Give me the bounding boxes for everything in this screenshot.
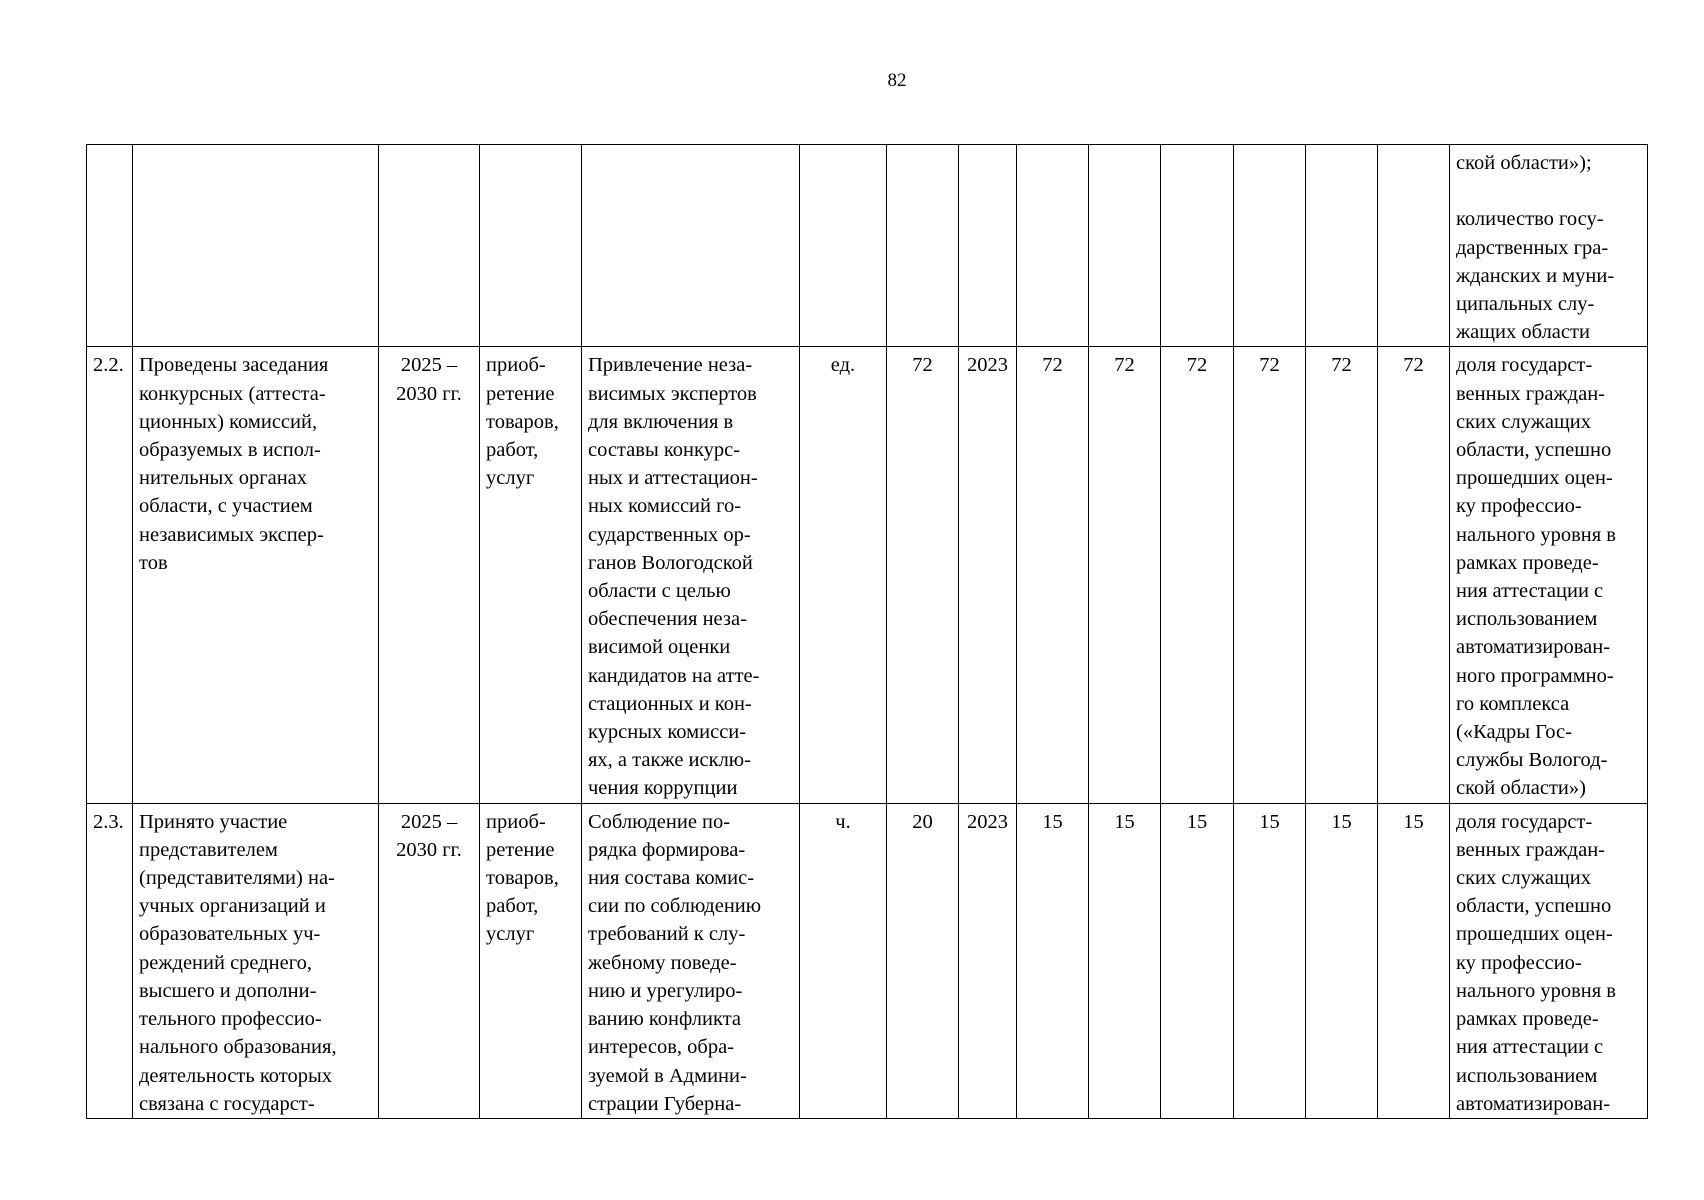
cell-line: использованием <box>1456 608 1598 631</box>
value-cell <box>1161 145 1234 347</box>
value-cell: 72 <box>1161 347 1234 803</box>
cell-line: ских служащих <box>1456 867 1591 890</box>
description-cell <box>582 347 800 803</box>
cell-line: рамках проведе- <box>1456 1008 1599 1031</box>
cell-line: («Кадры Гос- <box>1456 721 1572 744</box>
cell-line: реждений среднего, <box>139 951 313 974</box>
value-cell: 15 <box>1089 803 1161 1118</box>
cell-line: зуемой в Админи- <box>588 1064 747 1087</box>
cell-line: ской области») <box>1456 777 1586 800</box>
value-cell: 72 <box>1306 347 1378 803</box>
cell-line: нального уровня в <box>1456 979 1616 1002</box>
cell-line: представителем <box>139 838 278 861</box>
program-table <box>86 144 1648 1119</box>
value-cell: 72 <box>1378 347 1450 803</box>
cell-line: Соблюдение по- <box>588 810 731 833</box>
cell-line: высшего и дополни- <box>139 979 317 1002</box>
type-cell <box>480 803 582 1118</box>
description-cell <box>582 145 800 347</box>
period-cell <box>379 347 480 803</box>
value-cell: 15 <box>1234 803 1306 1118</box>
cell-line: ку профессио- <box>1456 495 1582 518</box>
cell-line: требований к слу- <box>588 923 746 946</box>
cell-line: области, успешно <box>1456 895 1612 918</box>
cell-line: работ, <box>486 439 539 462</box>
cell-line: сии по соблюдению <box>588 895 762 918</box>
cell-line: ретение <box>486 838 555 861</box>
task-cell <box>133 347 379 803</box>
cell-line: ях, а также исклю- <box>588 749 751 772</box>
cell-line: Привлечение неза- <box>588 354 753 377</box>
table-row <box>87 803 1648 1118</box>
type-cell <box>480 347 582 803</box>
cell-line: услуг <box>486 923 535 946</box>
value-cell: 72 <box>1089 347 1161 803</box>
cell-line: ской области»); <box>1456 152 1592 174</box>
cell-line: для включения в <box>588 410 734 433</box>
cell-line: приоб- <box>486 354 546 377</box>
cell-line: использованием <box>1456 1064 1598 1087</box>
cell-line: образовательных уч- <box>139 923 321 946</box>
cell-line: прошедших оцен- <box>1456 923 1613 946</box>
cell-line: товаров, <box>486 410 559 433</box>
cell-line: курсных комисси- <box>588 721 747 744</box>
cell-line: висимых экспертов <box>588 382 757 405</box>
cell-line: ния аттестации с <box>1456 580 1604 603</box>
description-cell <box>582 803 800 1118</box>
base-value-cell: 72 <box>887 347 959 803</box>
cell-line: страции Губерна- <box>588 1092 742 1115</box>
cell-line: области с целью <box>588 580 731 603</box>
cell-line: 2025 – <box>400 810 458 833</box>
cell-line: тов <box>139 551 168 574</box>
cell-line: службы Вологод- <box>1456 749 1608 772</box>
unit-cell <box>800 145 887 347</box>
table-row <box>87 347 1648 803</box>
value-cell <box>1234 145 1306 347</box>
cell-line: ния аттестации с <box>1456 1036 1604 1059</box>
cell-line: нительных органах <box>139 467 308 490</box>
cell-line: дарственных гра- <box>1456 236 1609 259</box>
period-cell <box>379 803 480 1118</box>
value-cell: 72 <box>1017 347 1089 803</box>
cell-line: обеспечения неза- <box>588 608 747 631</box>
cell-line: венных граждан- <box>1456 382 1605 405</box>
cell-line: ганов Вологодской <box>588 551 753 574</box>
base-value-cell <box>887 145 959 347</box>
value-cell <box>1306 145 1378 347</box>
row-number: 2.3. <box>87 803 133 1118</box>
page-number: 82 <box>887 70 907 91</box>
cell-line: интересов, обра- <box>588 1036 734 1059</box>
cell-line: нального уровня в <box>1456 523 1616 546</box>
cell-line: 2025 – <box>400 354 458 377</box>
value-cell <box>1378 145 1450 347</box>
value-cell: 15 <box>1378 803 1450 1118</box>
cell-line: сударственных ор- <box>588 523 751 546</box>
value-cell: 72 <box>1234 347 1306 803</box>
value-cell: 15 <box>1017 803 1089 1118</box>
cell-line: ционных) комиссий, <box>139 410 318 433</box>
base-year-cell: 2023 <box>959 347 1017 803</box>
table-row <box>87 145 1648 347</box>
cell-line: кандидатов на атте- <box>588 664 760 687</box>
cell-line: 2030 гг. <box>396 838 462 861</box>
indicator-cell <box>1450 803 1648 1118</box>
value-cell: 15 <box>1161 803 1234 1118</box>
cell-line: конкурсных (аттеста- <box>139 382 326 405</box>
cell-line: связана с государст- <box>139 1092 315 1115</box>
cell-line: жданских и муни- <box>1456 264 1615 287</box>
cell-line: рамках проведе- <box>1456 551 1599 574</box>
cell-line: ния состава комис- <box>588 867 755 890</box>
cell-line: ципальных слу- <box>1456 293 1595 316</box>
type-cell <box>480 145 582 347</box>
cell-line: доля государст- <box>1456 810 1593 833</box>
cell-line: стационных и кон- <box>588 692 752 715</box>
unit-cell: ед. <box>800 347 887 803</box>
cell-line: области, успешно <box>1456 439 1612 462</box>
cell-line: ских служащих <box>1456 410 1591 433</box>
cell-line: го комплекса <box>1456 692 1570 715</box>
cell-line: ного программно- <box>1456 664 1614 687</box>
base-year-cell: 2023 <box>959 803 1017 1118</box>
cell-line: работ, <box>486 895 539 918</box>
cell-line: услуг <box>486 467 535 490</box>
cell-line: Проведены заседания <box>139 354 329 377</box>
value-cell <box>1089 145 1161 347</box>
cell-line: области, с участием <box>139 495 313 518</box>
cell-line: венных граждан- <box>1456 838 1605 861</box>
cell-line: автоматизирован- <box>1456 636 1611 659</box>
cell-line: составы конкурс- <box>588 439 741 462</box>
cell-line: тельного профессио- <box>139 1008 322 1031</box>
cell-line: ных комиссий го- <box>588 495 742 518</box>
task-cell <box>133 145 379 347</box>
cell-line: количество госу- <box>1456 208 1604 231</box>
cell-line: чения коррупции <box>588 777 738 800</box>
cell-line: Принято участие <box>139 810 288 833</box>
row-number: 2.2. <box>87 347 133 803</box>
cell-line: нию и урегулиро- <box>588 979 743 1002</box>
base-value-cell: 20 <box>887 803 959 1118</box>
cell-line: ванию конфликта <box>588 1008 741 1031</box>
cell-line: приоб- <box>486 810 546 833</box>
base-year-cell <box>959 145 1017 347</box>
cell-line: доля государст- <box>1456 354 1593 377</box>
unit-cell: ч. <box>800 803 887 1118</box>
cell-line: жебному поведе- <box>588 951 737 974</box>
cell-line <box>1456 177 1641 205</box>
task-cell <box>133 803 379 1118</box>
cell-line: ку профессио- <box>1456 951 1582 974</box>
indicator-cell <box>1450 347 1648 803</box>
cell-line: рядка формирова- <box>588 838 746 861</box>
cell-line: деятельность которых <box>139 1064 332 1087</box>
row-number <box>87 145 133 347</box>
cell-line: жащих области <box>1456 321 1590 344</box>
cell-line: прошедших оцен- <box>1456 467 1613 490</box>
cell-line: автоматизирован- <box>1456 1092 1611 1115</box>
cell-line: ных и аттестацион- <box>588 467 758 490</box>
cell-line: 2030 гг. <box>396 382 462 405</box>
value-cell <box>1017 145 1089 347</box>
cell-line: нального образования, <box>139 1036 337 1059</box>
value-cell: 15 <box>1306 803 1378 1118</box>
indicator-cell <box>1450 145 1648 347</box>
cell-line: товаров, <box>486 867 559 890</box>
period-cell <box>379 145 480 347</box>
cell-line: (представителями) на- <box>139 867 335 890</box>
cell-line: ретение <box>486 382 555 405</box>
cell-line: образуемых в испол- <box>139 439 321 462</box>
cell-line: висимой оценки <box>588 636 731 659</box>
cell-line: учных организаций и <box>139 895 326 918</box>
cell-line: независимых экспер- <box>139 523 324 546</box>
